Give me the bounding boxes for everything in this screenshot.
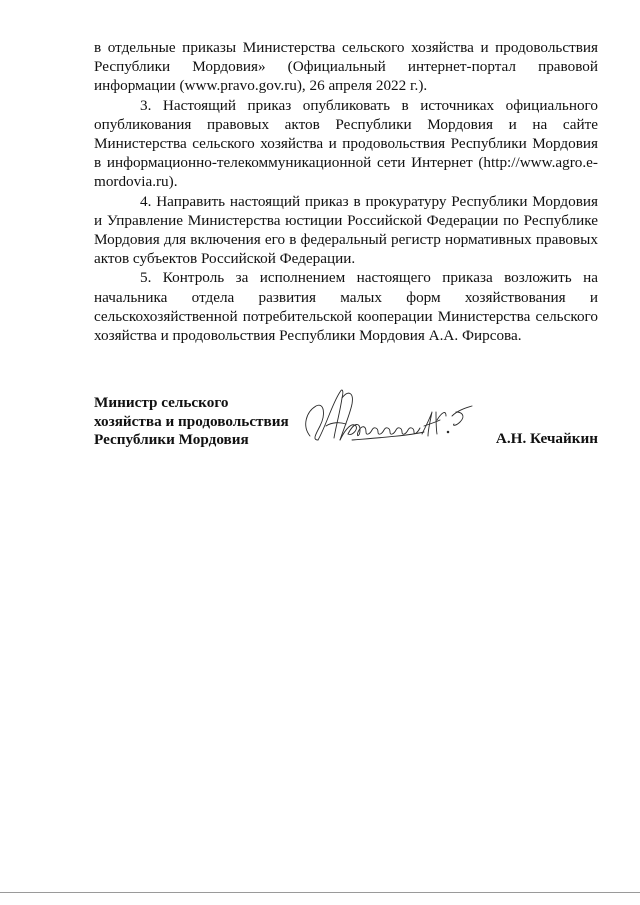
position-line-1: Министр сельского (94, 394, 229, 411)
position-line-2: хозяйства и продовольствия (94, 412, 289, 430)
page-bottom-divider (0, 892, 640, 893)
handwritten-signature (296, 382, 476, 452)
paragraph-item-5: 5. Контроль за исполнением настоящего приказа возложить на начальника отдела развития малых форм хозяйствования и сельскохозяйственной потребительской кооперации Министерства сельского хозяйства и продовольствия Республики Мордовия А.А. Фирсова. (94, 269, 598, 345)
signatory-name: А.Н. Кечайкин (495, 430, 598, 447)
document-body (94, 38, 598, 345)
signatory-position (94, 394, 314, 450)
paragraph-continuation: в отдельные приказы Министерства сельского хозяйства и продовольствия Республики Мордовия» (Официальный интернет-портал правовой информации (www.pravo.gov.ru), 26 апреля 2022 г.). (94, 39, 598, 95)
position-line-3: Республики Мордовия (94, 431, 249, 448)
paragraph-item-4: 4. Направить настоящий приказ в прокуратуру Республики Мордовия и Управление Министерства юстиции Российской Федерации по Республике Мордовия для включения его в федеральный регистр нормативных правовых актов субъектов Российской Федерации. (94, 192, 598, 268)
paragraph-item-3: 3. Настоящий приказ опубликовать в источниках официального опубликования правовых актов Республики Мордовия и на сайте Министерства сельского хозяйства и продовольствия Республики Мордовия в информационно-телекоммуникационной сети Интернет (http://www.agro.e-mordovia.ru). (94, 96, 598, 191)
